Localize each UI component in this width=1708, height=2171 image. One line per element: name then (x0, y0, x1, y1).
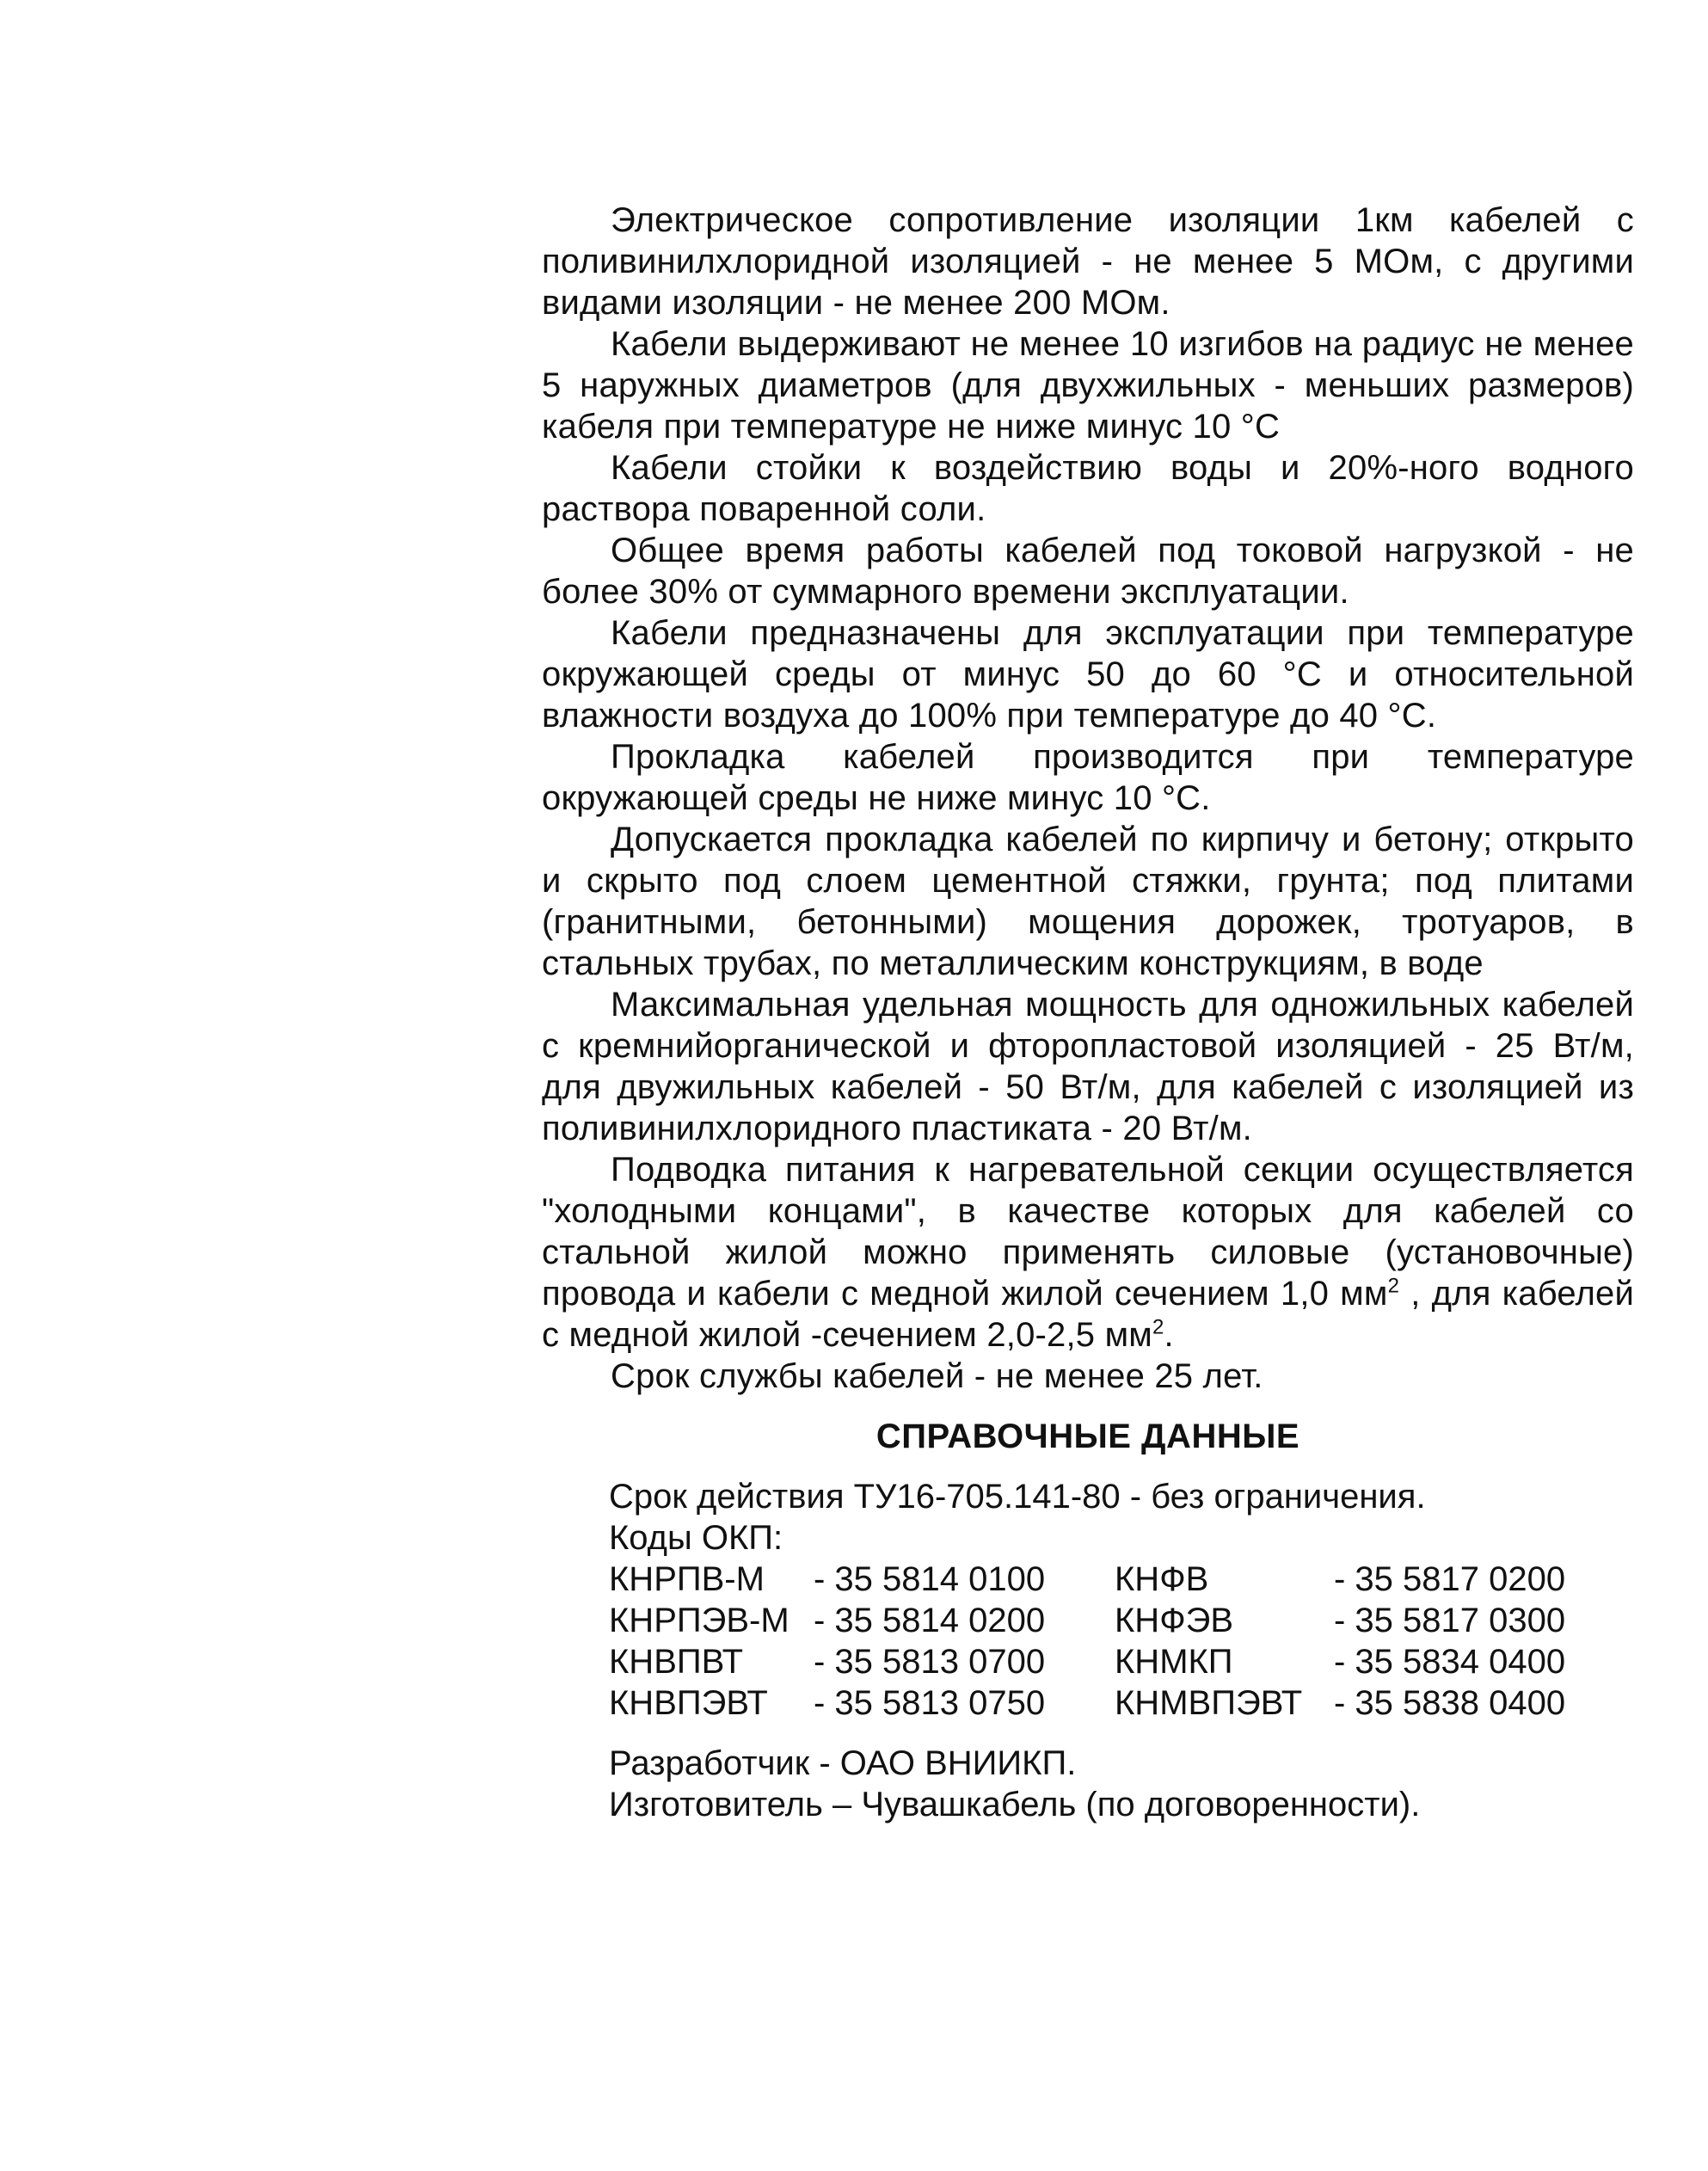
okp-code: - 35 5814 0200 (814, 1602, 1046, 1639)
paragraph-specific-power: Максимальная удельная мощность для одножильных кабелей с кремнийорганической и фторопластовой изоляцией - 25 Вт/м, для двужильных кабелей - 50 Вт/м, для кабелей с изоляцией из поливинилхлоридного пластиката - 20 Вт/м. (542, 986, 1634, 1147)
paragraph-operating-time: Общее время работы кабелей под токовой нагрузкой - не более 30% от суммарного времени эксплуатации. (542, 532, 1634, 611)
power-supply-text-3: . (1164, 1316, 1174, 1354)
okp-code: - 35 5834 0400 (1334, 1643, 1566, 1681)
cable-name: КНФЭВ (1115, 1602, 1234, 1639)
cable-name: КНВПЭВТ (609, 1684, 768, 1722)
cable-name: КНМВПЭВТ (1115, 1684, 1303, 1722)
paragraph-installation-temperature: Прокладка кабелей производится при температуре окружающей среды не ниже минус 10 °С. (542, 738, 1634, 817)
okp-code: - 35 5813 0700 (814, 1643, 1046, 1681)
document-page (542, 200, 1634, 1825)
reference-heading: СПРАВОЧНЫЕ ДАННЫЕ (876, 1418, 1300, 1455)
paragraph-water-resistance: Кабели стойки к воздействию воды и 20%-ного водного раствора поваренной соли. (542, 449, 1634, 528)
table-row (609, 1641, 1583, 1682)
okp-code: - 35 5817 0200 (1334, 1560, 1566, 1598)
developer-line: Разработчик - ОАО ВНИИКП. (609, 1744, 1077, 1782)
power-supply-text-1: Подводка питания к нагревательной секции осуществляется "холодными концами", в качестве которых для кабелей со стальной жилой можно применять силовые (установочные) провода и кабели с медной жилой сечением 1,0 мм (542, 1151, 1634, 1313)
okp-codes-table (609, 1559, 1583, 1724)
table-row (609, 1682, 1583, 1724)
superscript-1: 2 (1387, 1274, 1400, 1298)
spacer (609, 1724, 1634, 1743)
validity-line: Срок действия ТУ16-705.141-80 - без ограничения. (609, 1478, 1426, 1516)
superscript-2: 2 (1152, 1315, 1164, 1339)
power-supply-text-2: , для кабелей с медной жилой -сечением 2,0-2,5 мм (542, 1275, 1635, 1354)
okp-code: - 35 5813 0750 (814, 1684, 1046, 1722)
reference-block (609, 1476, 1634, 1825)
okp-code: - 35 5838 0400 (1334, 1684, 1566, 1722)
cable-name: КНМКП (1115, 1643, 1233, 1681)
paragraph-insulation-resistance: Электрическое сопротивление изоляции 1км кабелей с поливинилхлоридной изоляцией - не менее 5 МОм, с другими видами изоляции - не менее 200 МОм. (542, 201, 1634, 322)
manufacturer-line: Изготовитель – Чувашкабель (по договоренности). (609, 1786, 1421, 1824)
paragraph-operating-conditions: Кабели предназначены для эксплуатации при температуре окружающей среды от минус 50 до 60 °С и относительной влажности воздуха до 100% при температуре до 40 °С. (542, 614, 1634, 735)
cable-name: КНРПЭВ-М (609, 1602, 789, 1639)
okp-code: - 35 5817 0300 (1334, 1602, 1566, 1639)
cable-name: КНФВ (1115, 1560, 1209, 1598)
okp-title: Коды ОКП: (609, 1519, 783, 1557)
table-row (609, 1600, 1583, 1641)
paragraph-service-life: Срок службы кабелей - не менее 25 лет. (611, 1357, 1263, 1395)
okp-code: - 35 5814 0100 (814, 1560, 1046, 1598)
paragraph-power-supply (542, 1149, 1634, 1356)
cable-name: КНРПВ-М (609, 1560, 765, 1598)
paragraph-installation-methods: Допускается прокладка кабелей по кирпичу и бетону; открыто и скрыто под слоем цементной стяжки, грунта; под плитами (гранитными, бетонными) мощения дорожек, тротуаров, в стальных трубах, по металлическим конструкциям, в воде (542, 821, 1634, 982)
paragraph-bending: Кабели выдерживают не менее 10 изгибов на радиус не менее 5 наружных диаметров (для двухжильных - меньших размеров) кабеля при температуре не ниже минус 10 °С (542, 325, 1634, 446)
table-row (609, 1559, 1583, 1600)
cable-name: КНВПВТ (609, 1643, 744, 1681)
